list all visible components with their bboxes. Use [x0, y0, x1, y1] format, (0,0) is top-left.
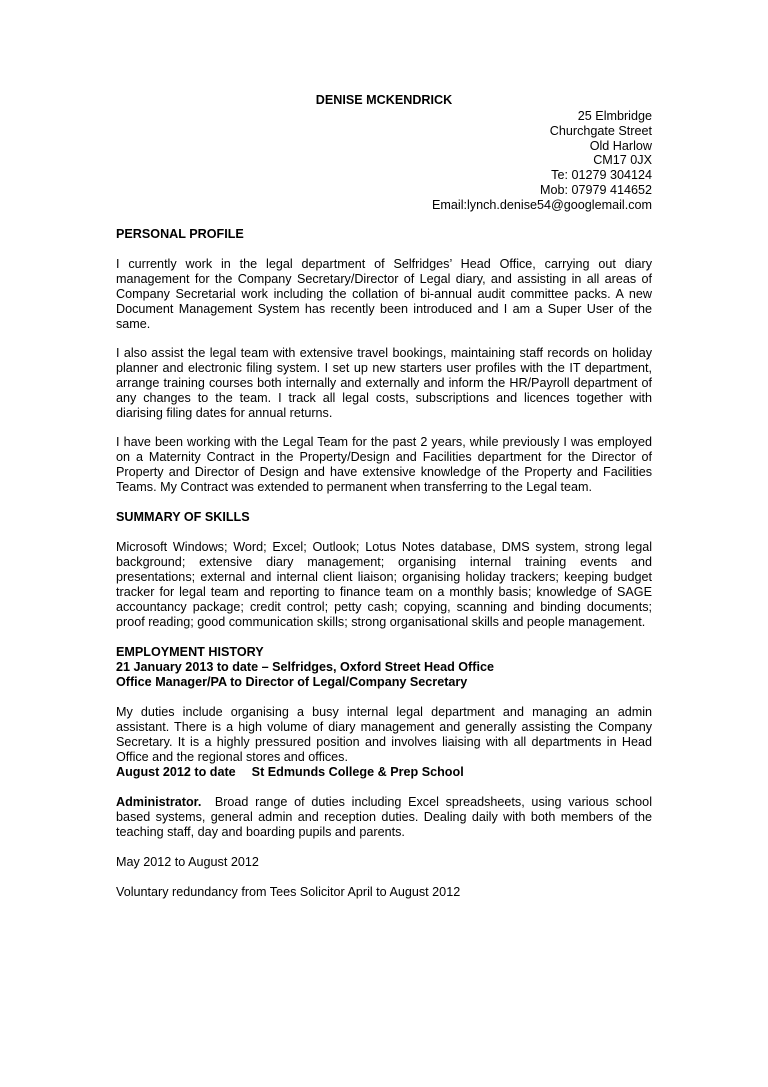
profile-paragraph: I have been working with the Legal Team for the past 2 years, while previously I was employed on a Maternity Contract in the Property/Design and Facilities department for the Director of Property and Director of Design and have extensive knowledge of the Property and Facilities Teams. My Contract was extended to permanent when transferring to the Legal team. — [116, 435, 652, 494]
address-line: Churchgate Street — [549, 123, 652, 138]
gap-description: Voluntary redundancy from Tees Solicitor April to August 2012 — [116, 885, 461, 899]
job-description: My duties include organising a busy internal legal department and managing an admin assistant. There is a high volume of diary management and generally assisting the Company Secretary. It is a highly pressured position and involves liaising with all departments in Head Office and the regional stores and offices. — [116, 705, 652, 764]
contact-address-block — [432, 109, 652, 213]
email: Email:lynch.denise54@googlemail.com — [432, 197, 652, 212]
profile-paragraph: I also assist the legal team with extensive travel bookings, maintaining staff records on holiday planner and electronic filing system. I set up new starters user profiles with the IT department, arrange training courses both internally and externally and inform the HR/Payroll department of any changes to the team. I track all legal costs, subscriptions and licences together with diarising filing dates for annual returns. — [116, 346, 652, 420]
job-title: Administrator. — [116, 795, 202, 809]
profile-paragraph: I currently work in the legal department of Selfridges’ Head Office, carrying out diary management for the Company Secretary/Director of Legal diary, and assisting in all areas of Company Secretarial work including the collation of bi-annual audit committee packs. A new Document Management System has recently been introduced and I am a Super User of the same. — [116, 257, 652, 331]
job-dates-employer — [116, 765, 652, 780]
job-description — [116, 795, 652, 840]
telephone: Te: 01279 304124 — [551, 168, 652, 183]
address-line: CM17 0JX — [593, 153, 652, 168]
section-heading-employment: EMPLOYMENT HISTORY — [116, 645, 264, 659]
resume-body — [116, 227, 652, 900]
job-dates-employer: 21 January 2013 to date – Selfridges, Oxford Street Head Office — [116, 660, 494, 674]
section-heading-skills: SUMMARY OF SKILLS — [116, 510, 250, 524]
mobile: Mob: 07979 414652 — [539, 182, 652, 197]
job-description-text: Broad range of duties including Excel spreadsheets, using various school based systems, general admin and reception duties. Dealing daily with both members of the teaching staff, day and boarding pupils and parents. — [116, 795, 652, 839]
job-dates: August 2012 to date — [116, 765, 236, 779]
candidate-name: DENISE MCKENDRICK — [315, 93, 453, 107]
skills-paragraph: Microsoft Windows; Word; Excel; Outlook; Lotus Notes database, DMS system, strong legal background; extensive diary management; organising internal training events and presentations; external and internal client liaison; organising holiday trackers; keeping budget tracker for legal team and reporting to finance team on a monthly basis; knowledge of SAGE accountancy package; credit control; petty cash; copying, scanning and binding documents; proof reading; good communication skills; strong organisational skills and people management. — [116, 540, 652, 629]
address-line: Old Harlow — [589, 138, 652, 153]
address-line: 25 Elmbridge — [577, 109, 652, 123]
gap-dates: May 2012 to August 2012 — [116, 855, 259, 869]
section-heading-personal-profile: PERSONAL PROFILE — [116, 227, 244, 241]
job-title: Office Manager/PA to Director of Legal/Company Secretary — [116, 675, 468, 689]
job-employer: St Edmunds College & Prep School — [251, 765, 464, 779]
